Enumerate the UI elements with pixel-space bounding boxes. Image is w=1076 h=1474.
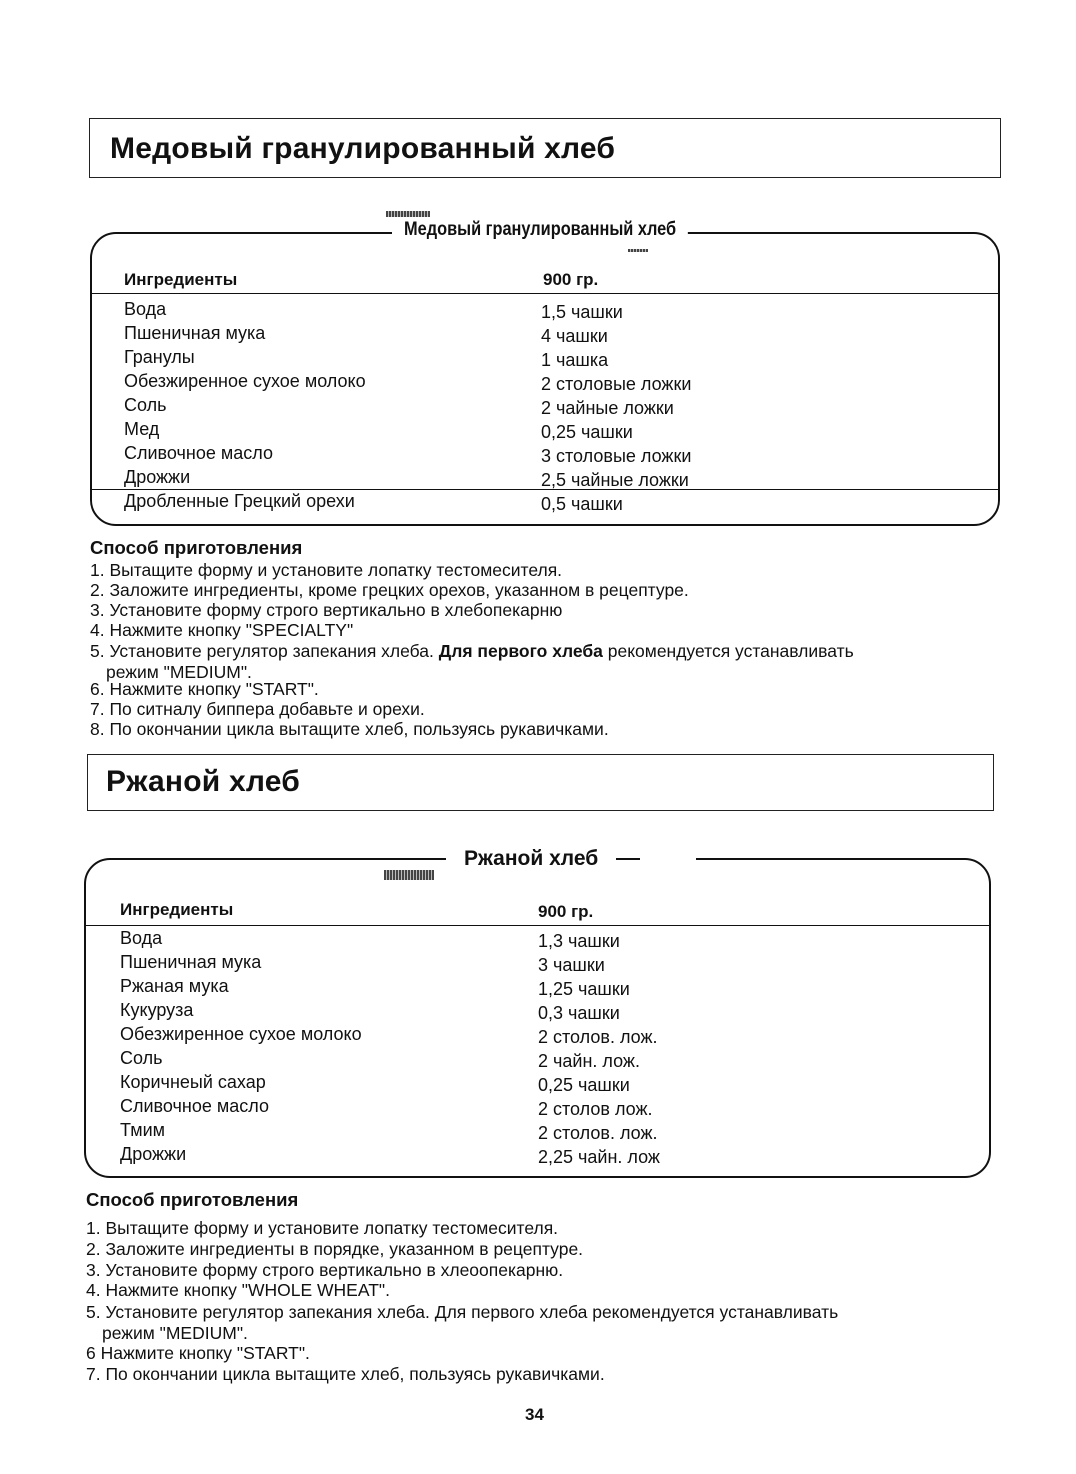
ingredient-qty: 3 чашки bbox=[538, 955, 605, 975]
ingredient-name: Соль bbox=[124, 395, 167, 415]
ingredient-name: Гранулы bbox=[124, 347, 195, 367]
ingredient-row bbox=[124, 491, 623, 514]
method-step bbox=[86, 1302, 838, 1344]
method-title: Способ приготовления bbox=[90, 537, 303, 558]
recipe-title: Ржаной хлеб bbox=[446, 847, 616, 871]
method-step: 3. Установите форму строго вертикально в хлеоопекарню. bbox=[86, 1260, 564, 1280]
ingredient-qty: 2 столов лож. bbox=[538, 1099, 653, 1119]
ingredient-qty: 2 чайные ложки bbox=[541, 398, 674, 418]
ingredient-qty: 4 чашки bbox=[541, 326, 608, 346]
ingredient-name: Мед bbox=[124, 419, 160, 439]
ingredient-qty: 1,5 чашки bbox=[541, 302, 623, 322]
page-number: 34 bbox=[525, 1405, 544, 1424]
decorative-hatch bbox=[384, 870, 434, 880]
table-header bbox=[124, 270, 599, 290]
method-step: 4. Нажмите кнопку "WHOLE WHEAT". bbox=[86, 1280, 390, 1300]
frame-gap bbox=[640, 853, 696, 863]
step-text: рекомендуется устанавливать bbox=[602, 641, 854, 661]
ingredient-name: Тмим bbox=[120, 1120, 166, 1140]
ingredient-qty: 2 столовые ложки bbox=[541, 374, 692, 394]
ingredient-row bbox=[124, 467, 689, 490]
header-divider bbox=[92, 293, 998, 294]
ingredient-row bbox=[120, 1144, 660, 1167]
method-step: 6 Нажмите кнопку "START". bbox=[86, 1343, 310, 1363]
method-title: Способ приготовления bbox=[86, 1189, 299, 1210]
ingredient-qty: 2 столов. лож. bbox=[538, 1123, 658, 1143]
method-step: 2. Заложите ингредиенты в порядке, указанном в рецептуре. bbox=[86, 1239, 584, 1259]
ingredient-name: Обезжиренное сухое молоко bbox=[124, 371, 366, 391]
ingredient-qty: 2 столов. лож. bbox=[538, 1027, 658, 1047]
section-heading-box bbox=[89, 118, 1001, 178]
method-step bbox=[90, 641, 854, 683]
column-ingredients: Ингредиенты bbox=[124, 270, 238, 289]
ingredient-qty: 2,5 чайные ложки bbox=[541, 470, 689, 490]
method-step: 2. Заложите ингредиенты, кроме грецких орехов, указанном в рецептуре. bbox=[90, 580, 689, 600]
ingredient-qty: 1,3 чашки bbox=[538, 931, 620, 951]
ingredient-name: Обезжиренное сухое молоко bbox=[120, 1024, 362, 1044]
method-step: 6. Нажмите кнопку "START". bbox=[90, 679, 319, 699]
ingredient-row bbox=[124, 419, 633, 442]
ingredient-qty: 2 чайн. лож. bbox=[538, 1051, 640, 1071]
ingredient-row bbox=[124, 443, 692, 466]
ingredient-row bbox=[124, 323, 608, 346]
ingredient-name: Пшеничная мука bbox=[124, 323, 266, 343]
ingredient-qty: 0,3 чашки bbox=[538, 1003, 620, 1023]
step-text: 5. Установите регулятор запекания хлеба. bbox=[90, 641, 439, 661]
ingredient-row bbox=[120, 1024, 658, 1047]
ingredient-name: Пшеничная мука bbox=[120, 952, 262, 972]
ingredient-row bbox=[124, 347, 609, 370]
ingredient-row bbox=[120, 1096, 653, 1119]
ingredient-row bbox=[120, 1072, 630, 1095]
method-step: 3. Установите форму строго вертикально в хлебопекарню bbox=[90, 600, 563, 620]
decorative-hatch bbox=[628, 249, 648, 252]
ingredient-row bbox=[124, 395, 674, 418]
column-amount: 900 гр. bbox=[538, 902, 594, 921]
recipe-title: Медовый гранулированный хлеб bbox=[392, 219, 688, 241]
ingredient-name: Дрожжи bbox=[120, 1144, 187, 1164]
ingredient-qty: 3 столовые ложки bbox=[541, 446, 692, 466]
ingredient-row bbox=[120, 1048, 640, 1071]
table-header bbox=[120, 900, 594, 921]
ingredient-name: Дробленные Грецкий орехи bbox=[124, 491, 355, 511]
step-text: 5. Установите регулятор запекания хлеба. Для первого хлеба рекомендуется устанавливать bbox=[86, 1302, 839, 1322]
section-heading: Медовый гранулированный хлеб bbox=[110, 132, 616, 165]
ingredient-row bbox=[120, 976, 630, 999]
section-heading-box bbox=[87, 754, 994, 811]
ingredient-name: Коричнеый сахар bbox=[120, 1072, 266, 1092]
ingredient-row bbox=[120, 952, 605, 975]
method-step: 1. Вытащите форму и установите лопатку тестомесителя. bbox=[86, 1218, 559, 1238]
ingredient-name: Сливочное масло bbox=[124, 443, 273, 463]
header-divider bbox=[86, 925, 989, 926]
method-step: 8. По окончании цикла вытащите хлеб, пользуясь рукавичками. bbox=[90, 719, 609, 739]
step-continuation: режим "MEDIUM". bbox=[106, 662, 252, 682]
ingredient-name: Сливочное масло bbox=[120, 1096, 269, 1116]
ingredient-row bbox=[120, 1120, 658, 1143]
ingredient-name: Ржаная мука bbox=[120, 976, 229, 996]
row-divider bbox=[92, 489, 998, 490]
method-step: 7. По ситналу биппера добавьте и орехи. bbox=[90, 699, 425, 719]
ingredient-name: Вода bbox=[124, 299, 167, 319]
ingredient-name: Дрожжи bbox=[124, 467, 191, 487]
ingredient-name: Соль bbox=[120, 1048, 163, 1068]
method-step: 4. Нажмите кнопку "SPECIALTY" bbox=[90, 620, 354, 640]
step-continuation: режим "MEDIUM". bbox=[102, 1323, 248, 1343]
ingredient-qty: 0,25 чашки bbox=[541, 422, 633, 442]
ingredient-row bbox=[124, 371, 692, 394]
ingredient-row bbox=[124, 299, 623, 322]
ingredient-row bbox=[120, 928, 620, 951]
ingredient-qty: 0,5 чашки bbox=[541, 494, 623, 514]
section-heading: Ржаной хлеб bbox=[106, 765, 300, 798]
ingredient-qty: 2,25 чайн. лож bbox=[538, 1147, 660, 1167]
ingredient-name: Кукуруза bbox=[120, 1000, 194, 1020]
method-step: 7. По окончании цикла вытащите хлеб, пользуясь рукавичками. bbox=[86, 1364, 605, 1384]
column-amount: 900 гр. bbox=[543, 270, 599, 289]
ingredient-qty: 1,25 чашки bbox=[538, 979, 630, 999]
ingredient-row bbox=[120, 1000, 620, 1023]
method-step: 1. Вытащите форму и установите лопатку тестомесителя. bbox=[90, 560, 563, 580]
step-text-bold: Для первого хлеба bbox=[438, 641, 603, 661]
column-ingredients: Ингредиенты bbox=[120, 900, 234, 919]
ingredient-qty: 1 чашка bbox=[541, 350, 609, 370]
ingredient-qty: 0,25 чашки bbox=[538, 1075, 630, 1095]
ingredient-name: Вода bbox=[120, 928, 163, 948]
decorative-hatch bbox=[386, 211, 430, 217]
